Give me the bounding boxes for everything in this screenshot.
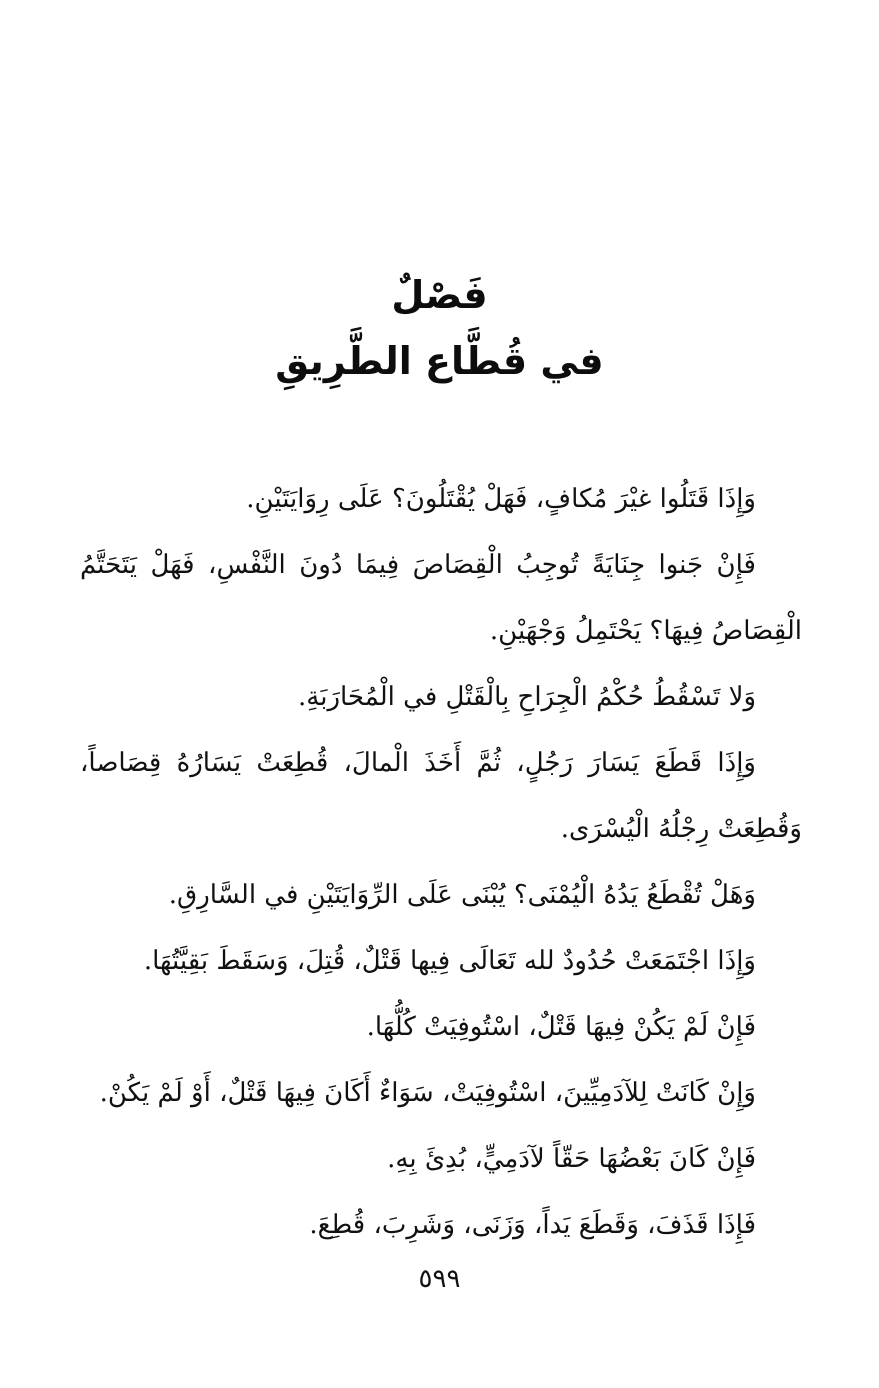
paragraph: وَإِنْ كَانَتْ لِلآدَمِيِّينَ، اسْتُوفِيَتْ، سَوَاءٌ أَكَانَ فِيهَا قَتْلٌ، أَوْ لَمْ يَكُنْ.	[99, 1078, 756, 1108]
paragraph: فَإِذَا قَذَفَ، وَقَطَعَ يَداً، وَزَنَى، وَشَرِبَ، قُطِعَ.	[309, 1210, 756, 1240]
paragraph: وَإِذَا قَتَلُوا غيْرَ مُكافٍ، فَهَلْ يُقْتَلُونَ؟ عَلَى رِوَايَتَيْنِ.	[246, 484, 756, 514]
paragraph: فَإِنْ جَنوا جِنَايَةً تُوجِبُ الْقِصَاصَ فِيمَا دُونَ النَّفْسِ، فَهَلْ يَتَحَتَّمُ الْقِصَاصُ فِيهَا؟ يَحْتَمِلُ وَجْهَيْنِ.	[80, 550, 802, 646]
paragraph: فَإِنْ كَانَ بَعْضُهَا حَقّاً لآدَمِيٍّ، بُدِئَ بِهِ.	[387, 1144, 756, 1174]
paragraph: وَلا تَسْقُطُ حُكْمُ الْجِرَاحِ بِالْقَتْلِ في الْمُحَارَبَةِ.	[298, 682, 756, 712]
paragraph: وَإِذَا قَطَعَ يَسَارَ رَجُلٍ، ثُمَّ أَخَذَ الْمالَ، قُطِعَتْ يَسَارُهُ قِصَاصاً، وَقُطِعَتْ رِجْلُهُ الْيُسْرَى.	[80, 748, 802, 844]
page-number: ٥٩٩	[418, 1264, 461, 1294]
paragraph: وَهَلْ تُقْطَعُ يَدُهُ الْيُمْنَى؟ يُبْنَى عَلَى الرِّوَايَتَيْنِ في السَّارِقِ.	[168, 880, 756, 910]
body-text	[80, 466, 802, 1258]
section-title: فَصْلٌ	[391, 273, 488, 317]
section-subtitle: في قُطَّاع الطَّرِيقِ	[275, 339, 604, 383]
paragraph: وَإِذَا اجْتَمَعَتْ حُدُودٌ لله تَعَالَى فِيها قَتْلٌ، قُتِلَ، وَسَقَطَ بَقِيَّتُهَا.	[143, 946, 756, 976]
paragraph: فَإِنْ لَمْ يَكُنْ فِيهَا قَتْلٌ، اسْتُوفِيَتْ كُلُّهَا.	[366, 1012, 756, 1042]
